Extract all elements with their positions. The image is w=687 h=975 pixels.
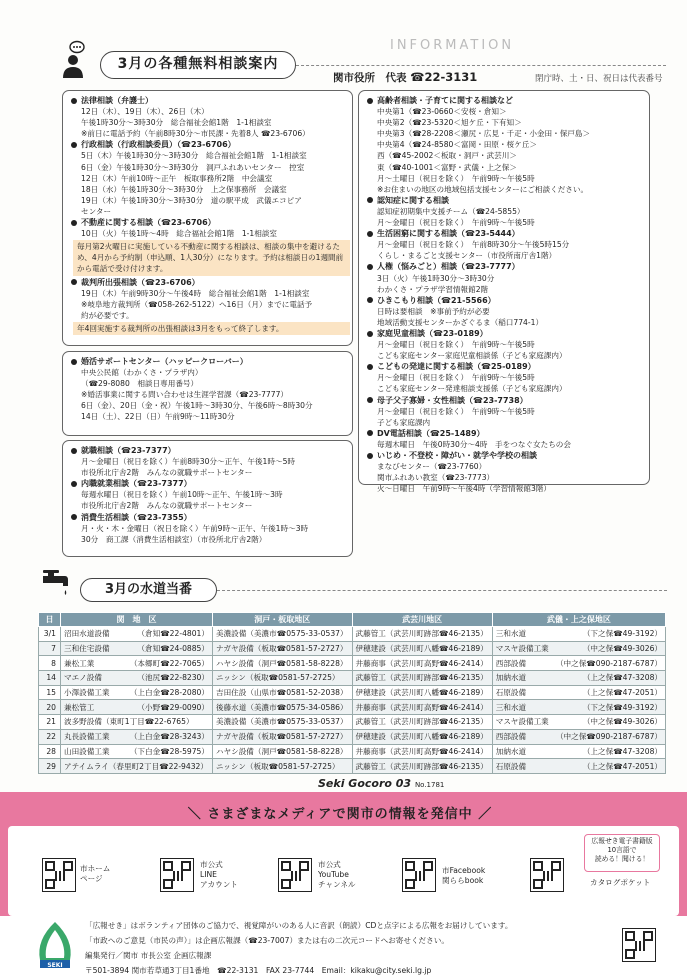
consultation-detail: 5日（木）午後1時30分〜3時30分 総合福祉会館1階 1-1相談室 [81, 151, 307, 161]
table-cell: 石原設備 [492, 759, 552, 774]
label-catalog-pocket: カタログポケット [590, 878, 651, 887]
consultation-detail: ※岐阜地方裁判所（☎058-262-5122）へ16日（月）までに電話予 [81, 299, 313, 309]
consultation-detail: 中央第4（☎24-8580＜富岡・田原・桜ケ丘＞ [377, 140, 537, 150]
table-cell: （倉知☎22-4801） [118, 627, 213, 642]
consultation-detail: 月・火・木・金曜日（祝日を除く）午前9時〜正午、午後1時〜3時 [81, 523, 309, 533]
table-cell: （下之保☎49-3192） [552, 627, 665, 642]
consultation-heading [71, 356, 346, 367]
table-cell: 丸長設備工業 [61, 729, 118, 744]
consultation-detail: 中央第2（☎23-5320＜旭ケ丘・下有知＞ [377, 118, 522, 128]
consultation-heading-text: 生活困窮に関する相談（☎23-5444） [377, 229, 520, 239]
consultation-detail: ※お住まいの地区の地域包括支援センターにご相談ください。 [377, 184, 589, 194]
consultation-heading [71, 478, 346, 489]
consultation-heading [367, 228, 643, 239]
table-cell: 武藤管工（武芸川町跡部☎46-2135） [352, 715, 492, 730]
consultation-notice: 毎月第2火曜日に実施している不動産に関する相談は、相談の集中を避けるため、4月から予約制（申込順、1人30分）になります。予約は相談日の1週間前から電話で受け付けます。 [73, 240, 350, 275]
bullet-icon [367, 453, 373, 459]
table-cell: 加納水道 [492, 671, 552, 686]
consultation-detail: わかくさ・プラザ学習情報館2階 [377, 284, 489, 294]
table-cell: 沼田水道設備 [61, 627, 118, 642]
consultation-heading [367, 95, 643, 106]
seki-city-logo [34, 920, 76, 970]
table-cell: マエノ設備 [61, 671, 118, 686]
table-cell: 14 [39, 671, 61, 686]
table-cell: 美濃設備（美濃市☎0575-33-0537） [212, 627, 352, 642]
table-cell: （下白金☎28-5975） [118, 744, 213, 759]
consultation-notice: 年4回実施する裁判所の出張相談は3月をもって終了します。 [73, 322, 350, 335]
table-row [39, 671, 666, 686]
consultation-heading [367, 195, 643, 206]
col-mugi-kaminoho: 武儀・上之保地区 [492, 613, 665, 627]
table-cell: （上之保☎47-2051） [552, 685, 665, 700]
table-cell: ニッシン（板取☎0581-57-2725） [212, 759, 352, 774]
table-cell: 29 [39, 759, 61, 774]
consultation-detail: 認知症初期集中支援チーム（☎24-5855） [377, 206, 525, 216]
water-table-body [39, 627, 666, 774]
consultation-detail: 3日（火）午後1時30分〜3時30分 [377, 273, 495, 283]
consultation-heading [71, 445, 346, 456]
consultation-detail: くらし・まるごと支援センター（市役所南庁舎1階） [377, 251, 557, 261]
consultation-heading-text: 裁判所出張相談（☎23-6706） [81, 277, 200, 287]
table-cell: （上之保☎47-2051） [552, 759, 665, 774]
table-cell: （上白金☎28-2080） [118, 685, 213, 700]
issue-number: No.1781 [414, 781, 445, 789]
contact-label: 関市役所 代表 [333, 72, 407, 84]
table-cell: ニッシン（板取☎0581-57-2725） [212, 671, 352, 686]
consultation-heading [71, 277, 346, 288]
table-cell: （中之保☎090-2187-6787） [552, 656, 665, 671]
consultation-detail: 月〜金曜日（祝日を除く） 午前9時〜午後5時 [377, 406, 535, 416]
consultation-box-welfare [358, 90, 650, 494]
section-title-consultations: 3月の各種無料相談案内 [100, 51, 296, 79]
table-cell: （小野☎29-0090） [118, 700, 213, 715]
table-cell: 三和水道 [492, 700, 552, 715]
consultation-box-marriage [62, 351, 353, 436]
consultation-detail: 毎週木曜日 午後0時30分〜4時 手をつなぐ女たちの会 [377, 439, 571, 449]
table-cell: （中之保☎090-2187-6787） [552, 729, 665, 744]
consultation-detail: 月〜金曜日（祝日を除く） 午前9時〜午後5時 [377, 218, 535, 228]
ebook-badge: 広報せき電子書籍版 10言語で 読める！聞ける！ [584, 834, 660, 872]
bullet-icon [367, 264, 373, 270]
consultation-detail: ※前日に電話予約（午前8時30分〜市民課・先着8人 ☎23-6706） [81, 129, 310, 139]
consultation-heading [367, 295, 643, 306]
consultation-detail: まなびセンター（☎23-7760） [377, 462, 487, 472]
consultation-detail: 中央第1（☎23-0660＜安桜・倉知＞ [377, 107, 507, 117]
consultation-detail: 子ども家庭課内 [377, 417, 431, 427]
consultation-detail: 14日（土）、22日（日）午前9時〜11時30分 [81, 412, 235, 422]
consultation-heading [71, 512, 346, 523]
consultation-heading [367, 395, 643, 406]
feedback-note: 「市政へのご意見（市民の声）」は企画広報課（☎23-7007）または右の二次元コードへお寄せください。 [85, 936, 449, 945]
table-cell: ナガヤ設備（板取☎0581-57-2727） [212, 641, 352, 656]
table-cell: 7 [39, 641, 61, 656]
consultation-heading-text: こどもの発達に関する相談（☎25-0189） [377, 362, 536, 372]
section-title-water: 3月の水道当番 [80, 578, 217, 602]
col-seki: 関 地 区 [61, 613, 213, 627]
bottom-text [85, 918, 625, 975]
table-cell: 伊穂建設（武芸川町八幡☎46-2189） [352, 729, 492, 744]
table-cell: マスヤ設備工業 [492, 715, 552, 730]
consultation-heading-text: 家庭児童相談（☎23-0189） [377, 328, 488, 338]
consultation-detail: 月〜金曜日（祝日を除く） 午前9時〜午後5時 [377, 373, 535, 383]
table-cell: アテイムライ（春里町2丁目☎22-9432） [61, 759, 213, 774]
consultation-detail: 19日（木）午前9時30分〜午後4時 総合福祉会館1階 1-1相談室 [81, 288, 310, 298]
table-row [39, 744, 666, 759]
table-cell: （上之保☎47-3208） [552, 744, 665, 759]
bullet-icon [71, 98, 77, 104]
table-row [39, 715, 666, 730]
qr-code-homepage[interactable] [42, 858, 76, 892]
bullet-icon [367, 98, 373, 104]
bullet-icon [71, 481, 77, 487]
table-cell: （中之保☎49-3026） [552, 715, 665, 730]
consultation-heading [71, 139, 346, 150]
bullet-icon [367, 331, 373, 337]
consultation-heading [71, 217, 346, 228]
consultation-heading-text: 不動産に関する相談（☎23-6706） [81, 218, 216, 228]
consultation-detail: 10日（火）午後1時〜4時 総合福祉会館1階 1-1相談室 [81, 229, 278, 239]
qr-code-youtube[interactable] [278, 858, 312, 892]
qr-code-catalog-pocket[interactable] [530, 858, 564, 892]
consultation-detail: 日時は要相談 ※事前予約が必要 [377, 306, 490, 316]
table-cell: 兼松工業 [61, 656, 118, 671]
faucet-icon [40, 570, 70, 600]
divider [217, 590, 667, 591]
consultation-detail: 西（☎45-2002＜板取・洞戸・武芸川＞ [377, 151, 517, 161]
consultation-detail: 約が必要です。 [81, 310, 134, 320]
table-cell: 井藤商事（武芸川町高野☎46-2414） [352, 700, 492, 715]
bullet-icon [367, 364, 373, 370]
table-row [39, 627, 666, 642]
consultation-detail: 6日（金）、20日（金・祝）午後1時〜3時30分、午後6時〜8時30分 [81, 401, 313, 411]
table-cell: ハヤシ設備（洞戸☎0581-58-8228） [212, 744, 352, 759]
qr-code-feedback[interactable] [622, 928, 656, 962]
table-cell: 西部設備 [492, 729, 552, 744]
header-word: INFORMATION [390, 38, 515, 53]
bullet-icon [367, 197, 373, 203]
consultation-detail: 毎週水曜日（祝日を除く）午前10時〜正午、午後1時〜3時 [81, 490, 283, 500]
table-cell: 井藤商事（武芸川町高野☎46-2414） [352, 656, 492, 671]
consultation-heading-text: 就職相談（☎23-7377） [81, 446, 176, 455]
brand-text: Seki Gocoro 03 [318, 777, 412, 790]
consultation-detail: こども家庭センター家庭児童相談係（子ども家庭課内） [377, 351, 567, 361]
table-cell: 兼松管工 [61, 700, 118, 715]
consultation-detail: （☎29-8080 相談日専用番号） [81, 379, 199, 389]
table-cell: 武藤管工（武芸川町跡部☎46-2135） [352, 671, 492, 686]
consultation-detail: 6日（金）午後1時30分〜3時30分 洞戸ふれあいセンター 控室 [81, 162, 305, 172]
consultation-heading-text: ひきこもり相談（☎21-5566） [377, 295, 496, 305]
contact-note: 閉庁時、土・日、祝日は代表番号 [535, 74, 663, 84]
consultation-heading-text: 法律相談（弁護士） [81, 96, 153, 105]
divider [296, 65, 666, 66]
table-cell: 伊穂建設（武芸川町八幡☎46-2189） [352, 641, 492, 656]
consultation-detail: 月〜金曜日（祝日を除く） 午前9時〜午後5時 [377, 340, 535, 350]
table-cell: ハヤシ設備（洞戸☎0581-58-8228） [212, 656, 352, 671]
consultation-detail: 東（☎40-1001＜富野・武儀・上之保＞ [377, 162, 517, 172]
consultation-detail: 月〜金曜日（祝日を除く）午前8時30分〜正午、午後1時〜5時 [81, 457, 295, 467]
contact-phone: ☎22-3131 [410, 70, 478, 84]
table-cell: （中之保☎49-3026） [552, 641, 665, 656]
table-row [39, 729, 666, 744]
consultation-heading-text: 内職就業相談（☎23-7377） [81, 479, 192, 489]
consultation-person-icon [60, 40, 88, 80]
bullet-icon [71, 220, 77, 226]
consultation-detail: 関市ふれあい教室（☎23-7773） [377, 473, 495, 483]
consultation-box-employment [62, 440, 353, 557]
contact-main [333, 70, 477, 85]
consultation-heading [367, 261, 643, 272]
table-cell: 西部設備 [492, 656, 552, 671]
consultation-heading-text: 消費生活相談（☎23-7355） [81, 512, 192, 522]
consultation-detail: 月〜金曜日（祝日を除く） 午前8時30分〜午後5時15分 [377, 240, 570, 250]
consultation-detail: 午後1時30分〜3時30分 総合福祉会館1階 1-1相談室 [81, 118, 272, 128]
consultation-detail: 市役所北庁舎2階 みんなの就職サポートセンター [81, 501, 253, 511]
qr-code-line[interactable] [160, 858, 194, 892]
table-row [39, 685, 666, 700]
bullet-icon [71, 514, 77, 520]
consultation-heading-text: 母子父子寡婦・女性相談（☎23-7738） [377, 395, 528, 405]
label-youtube: 市公式 YouTube チャンネル [318, 860, 356, 889]
bullet-icon [367, 397, 373, 403]
consultation-heading [71, 95, 346, 106]
bullet-icon [71, 359, 77, 365]
consultation-detail: こども家庭センター発達相談支援係（子ども家庭課内） [377, 384, 567, 394]
bullet-icon [71, 142, 77, 148]
media-title: ＼ さまざまなメディアで関市の情報を発信中 ／ [187, 807, 493, 822]
consultation-heading-text: 人権（悩みごと）相談（☎23-7777） [377, 262, 520, 272]
table-cell: 武藤管工（武芸川町跡部☎46-2135） [352, 627, 492, 642]
consultation-heading-text: 行政相談（行政相談委員）（☎23-6706） [81, 140, 236, 150]
table-cell: 21 [39, 715, 61, 730]
consultation-heading-text: いじめ・不登校・障がい・就学や学校の相談 [377, 451, 537, 460]
table-cell: （上之保☎47-3208） [552, 671, 665, 686]
table-cell: マスヤ設備工業 [492, 641, 552, 656]
table-cell: （上白金☎28-3243） [118, 729, 213, 744]
consultation-detail: 19日（木）午後1時30分〜3時30分 道の駅平成 武儀エコピア [81, 195, 302, 205]
bullet-icon [71, 279, 77, 285]
consultation-heading [367, 361, 643, 372]
table-cell: 井藤商事（武芸川町高野☎46-2414） [352, 744, 492, 759]
label-line: 市公式 LINE アカウント [200, 860, 238, 889]
col-horado-itadori: 洞戸・板取地区 [212, 613, 352, 627]
col-mugegawa: 武芸川地区 [352, 613, 492, 627]
consultation-detail: ※婚活事業に関する問い合わせは生涯学習課（☎23-7777） [81, 390, 289, 400]
table-cell: 20 [39, 700, 61, 715]
bullet-icon [367, 231, 373, 237]
bullet-icon [71, 448, 77, 454]
table-cell: ナガヤ設備（板取☎0581-57-2727） [212, 729, 352, 744]
consultation-detail: 30分 商工課（消費生活相談室）（市役所北庁舎2階） [81, 534, 267, 544]
table-cell: （本郷町☎22-7065） [118, 656, 213, 671]
table-row [39, 641, 666, 656]
table-cell: 22 [39, 729, 61, 744]
table-row [39, 656, 666, 671]
table-cell: 加納水道 [492, 744, 552, 759]
braille-note: 「広報せき」はボランティア団体のご協力で、視覚障がいのある人に音訳（朗読）CDと点字による広報をお届けしています。 [85, 921, 513, 930]
consultation-detail: 火〜日曜日 午前9時〜午後4時（学習情報館3階） [377, 484, 551, 494]
col-date: 日 [39, 613, 61, 627]
table-cell: 三和水道 [492, 627, 552, 642]
table-cell: （池尻☎22-8230） [118, 671, 213, 686]
consultation-heading-text: DV電話相談（☎25-1489） [377, 428, 485, 438]
consultation-detail: 中央第3（☎28-2208＜瀬尻・広見・千疋・小金田・保戸島＞ [377, 129, 591, 139]
table-cell: 武藤管工（武芸川町跡部☎46-2135） [352, 759, 492, 774]
table-cell: 吉田住設（山県市☎0581-52-2038） [212, 685, 352, 700]
consultation-heading [367, 328, 643, 339]
consultation-heading-text: 高齢者相談・子育てに関する相談など [377, 96, 513, 105]
label-facebook: 市Facebook 関ららbook [442, 866, 486, 885]
logo-text: SEKI [47, 962, 63, 969]
consultation-detail: センター [81, 206, 112, 216]
table-row [39, 700, 666, 715]
table-cell: 三和住宅設備 [61, 641, 118, 656]
consultation-detail: 12日（木）、19日（木）、26日（木） [81, 107, 209, 117]
table-cell: 15 [39, 685, 61, 700]
consultation-heading [367, 428, 643, 439]
footer-brand [318, 777, 444, 790]
consultation-detail: 地域活動支援センターかざぐるま（稲口774-1） [377, 317, 544, 327]
table-cell: 小澤設備工業 [61, 685, 118, 700]
consultation-heading-text: 認知症に関する相談 [377, 195, 449, 205]
label-homepage: 市ホーム ページ [80, 864, 111, 883]
table-cell: 8 [39, 656, 61, 671]
table-cell: 波多野設備（東町1丁目☎22-6765） [61, 715, 213, 730]
table-cell: （倉知☎24-0885） [118, 641, 213, 656]
consultation-detail: 中央公民館（わかくさ・プラザ内） [81, 368, 203, 378]
consultation-detail: 12日（木）午前10時〜正午 板取事務所2階 中会議室 [81, 173, 273, 183]
table-cell: 28 [39, 744, 61, 759]
consultation-detail: 18日（水）午後1時30分〜3時30分 上之保事務所 会議室 [81, 184, 287, 194]
consultation-detail: 市役所北庁舎2階 みんなの就職サポートセンター [81, 468, 253, 478]
consultation-heading-text: 婚活サポートセンター（ハッピークローバー） [81, 357, 248, 366]
bullet-icon [367, 297, 373, 303]
table-cell: （下之保☎49-3192） [552, 700, 665, 715]
table-row [39, 759, 666, 774]
bullet-icon [367, 430, 373, 436]
consultation-detail: 月〜土曜日（祝日を除く） 午前9時〜午後5時 [377, 173, 535, 183]
table-cell: 後藤水道（美濃市☎0575-34-0586） [212, 700, 352, 715]
table-cell: 石原設備 [492, 685, 552, 700]
qr-code-facebook[interactable] [402, 858, 436, 892]
address-line: 〒501-3894 関市若草通3丁目1番地 ☎22-3131 FAX 23-7744 Email：kikaku@city.seki.lg.jp [85, 966, 432, 975]
table-cell: 山田設備工業 [61, 744, 118, 759]
table-cell: 美濃設備（美濃市☎0575-33-0537） [212, 715, 352, 730]
water-duty-table [38, 612, 666, 774]
consultation-box-legal [62, 90, 353, 346]
table-cell: 3/1 [39, 627, 61, 642]
table-cell: 伊穂建設（武芸川町八幡☎46-2189） [352, 685, 492, 700]
consultation-heading [367, 450, 643, 461]
publisher: 編集発行／関市 市長公室 企画広報課 [85, 951, 212, 960]
